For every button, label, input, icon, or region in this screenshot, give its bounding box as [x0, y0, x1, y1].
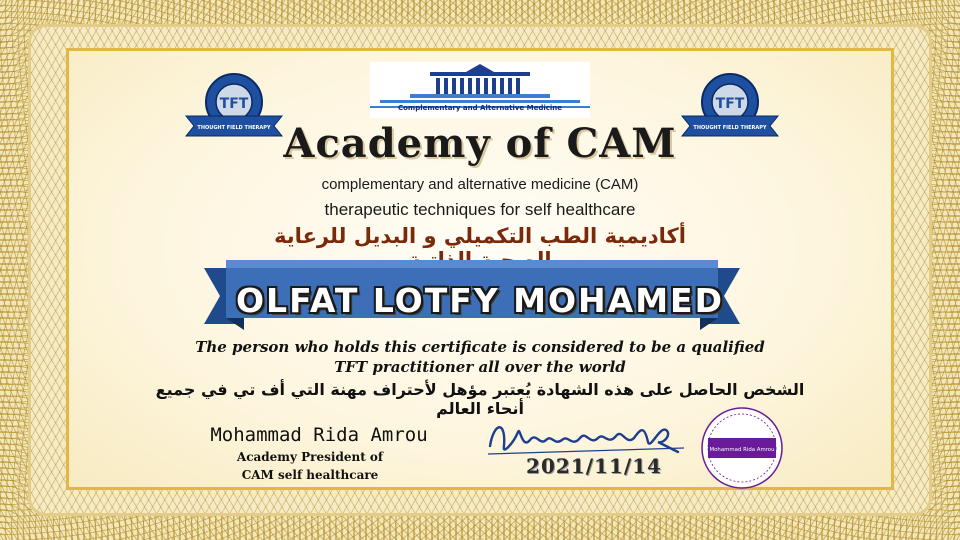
subtitle-cam: complementary and alternative medicine (CAM)	[321, 176, 639, 193]
svg-text:TFT: TFT	[219, 96, 249, 112]
logo-caption: Complementary and Alternative Medicine	[397, 104, 563, 112]
svg-text:THOUGHT FIELD THERAPY: THOUGHT FIELD THERAPY	[693, 125, 767, 131]
official-stamp	[700, 406, 784, 490]
arabic-academy-title: أكاديمية الطب التكميلي و البديل للرعاية	[274, 224, 686, 248]
svg-text:THOUGHT FIELD THERAPY: THOUGHT FIELD THERAPY	[197, 125, 271, 131]
svg-text:TFT: TFT	[715, 96, 745, 112]
recipient-name: OLFAT LOTFY MOHAMED	[236, 281, 724, 320]
signatory-role-cont: CAM self healthcare	[241, 468, 379, 482]
issue-date: 2021/11/14	[526, 454, 662, 478]
signatory-role: Academy President of	[236, 450, 384, 464]
certificate-title: Academy of CAM	[283, 120, 677, 167]
signatory-name: Mohammad Rida Amrou	[210, 424, 428, 446]
subtitle-techniques: therapeutic techniques for self healthcare	[324, 200, 636, 219]
certification-statement: The person who holds this certificate is considered to be a qualified	[195, 338, 765, 356]
svg-text:Mohammad Rida Amrou: Mohammad Rida Amrou	[709, 447, 775, 453]
certification-statement-cont: TFT practitioner all over the world	[334, 358, 626, 376]
certification-statement-arabic: الشخص الحاصل على هذه الشهادة يُعتبر مؤهل لأحتراف مهنة التي أف تي في جميع أنحاء العالم	[155, 380, 805, 418]
